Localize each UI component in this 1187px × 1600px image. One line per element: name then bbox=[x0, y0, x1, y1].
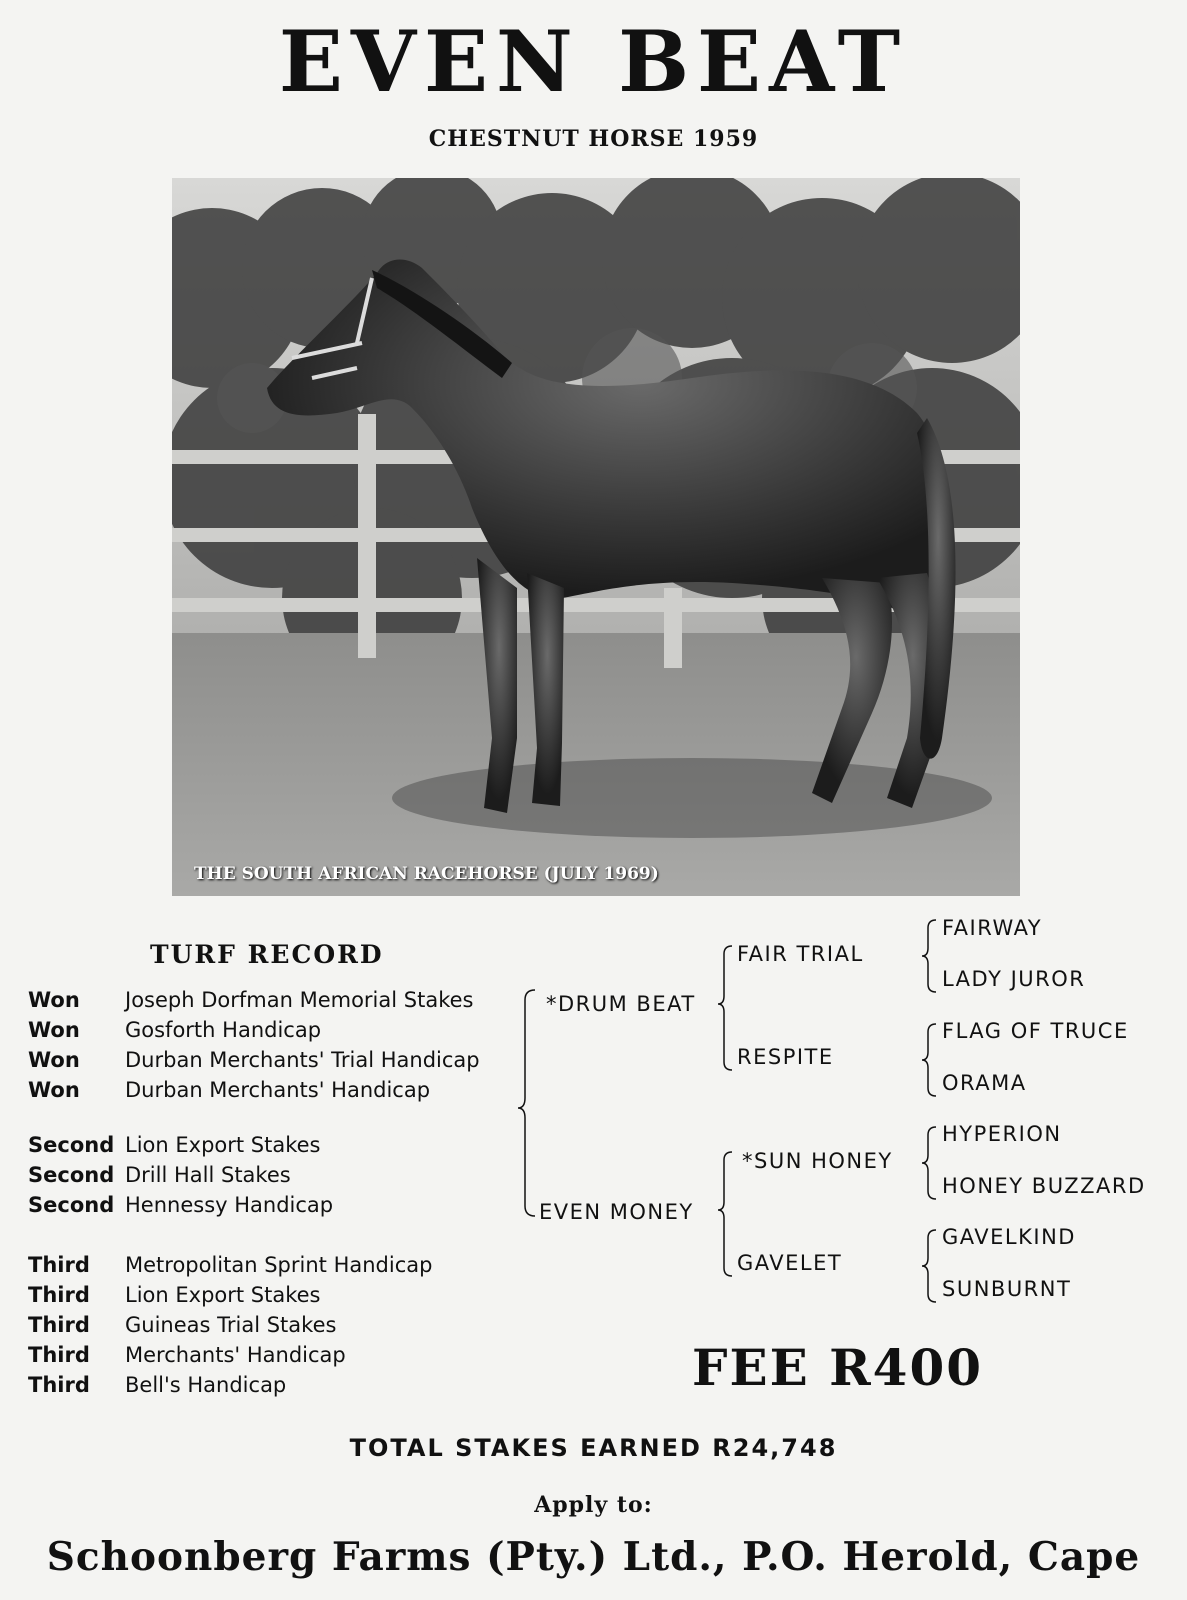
turf-record-result: Won bbox=[28, 1048, 80, 1072]
pedigree-dam-sire: *SUN HONEY bbox=[742, 1149, 893, 1173]
pedigree-sire: *DRUM BEAT bbox=[546, 992, 696, 1016]
turf-record-race: Gosforth Handicap bbox=[125, 1018, 322, 1042]
turf-record-result: Third bbox=[28, 1373, 90, 1397]
turf-record-result: Second bbox=[28, 1163, 115, 1187]
pedigree-dam-dam: GAVELET bbox=[737, 1251, 843, 1275]
turf-record-race: Lion Export Stakes bbox=[125, 1133, 321, 1157]
turf-record-race: Joseph Dorfman Memorial Stakes bbox=[125, 988, 474, 1012]
pedigree-dam: EVEN MONEY bbox=[539, 1200, 694, 1224]
turf-record-result: Won bbox=[28, 988, 80, 1012]
turf-record-result: Second bbox=[28, 1193, 115, 1217]
stud-fee: FEE R400 bbox=[692, 1338, 984, 1397]
pedigree-gen3-4: ORAMA bbox=[942, 1071, 1027, 1095]
apply-to-label: Apply to: bbox=[534, 1492, 653, 1518]
contact-address: Schoonberg Farms (Pty.) Ltd., P.O. Herold, Cape bbox=[46, 1534, 1141, 1580]
turf-record-result: Third bbox=[28, 1313, 90, 1337]
turf-record-race: Durban Merchants' Handicap bbox=[125, 1078, 431, 1102]
pedigree-gen3-8: SUNBURNT bbox=[942, 1277, 1072, 1301]
pedigree-sire-sire: FAIR TRIAL bbox=[737, 942, 864, 966]
pedigree-gen3-3: FLAG OF TRUCE bbox=[942, 1019, 1129, 1043]
turf-record-race: Drill Hall Stakes bbox=[125, 1163, 291, 1187]
pedigree-gen3-6: HONEY BUZZARD bbox=[942, 1174, 1146, 1198]
turf-record-result: Won bbox=[28, 1078, 80, 1102]
turf-record-race: Metropolitan Sprint Handicap bbox=[125, 1253, 433, 1277]
turf-record-result: Won bbox=[28, 1018, 80, 1042]
pedigree-gen3-1: FAIRWAY bbox=[942, 916, 1043, 940]
pedigree-gen3-5: HYPERION bbox=[942, 1122, 1062, 1146]
turf-record-result: Third bbox=[28, 1283, 90, 1307]
pedigree-gen3-7: GAVELKIND bbox=[942, 1225, 1076, 1249]
turf-record-race: Guineas Trial Stakes bbox=[125, 1313, 337, 1337]
turf-record-result: Second bbox=[28, 1133, 115, 1157]
turf-record-race: Merchants' Handicap bbox=[125, 1343, 346, 1367]
total-stakes-earned: TOTAL STAKES EARNED R24,748 bbox=[349, 1434, 838, 1462]
turf-record-race: Bell's Handicap bbox=[125, 1373, 287, 1397]
turf-record-result: Third bbox=[28, 1253, 90, 1277]
horse-description-subtitle: CHESTNUT HORSE 1959 bbox=[428, 126, 759, 152]
photo-caption: THE SOUTH AFRICAN RACEHORSE (JULY 1969) bbox=[194, 864, 659, 884]
turf-record-heading: TURF RECORD bbox=[150, 940, 384, 969]
pedigree-gen3-2: LADY JUROR bbox=[942, 967, 1086, 991]
turf-record-race: Durban Merchants' Trial Handicap bbox=[125, 1048, 480, 1072]
turf-record-race: Lion Export Stakes bbox=[125, 1283, 321, 1307]
turf-record-result: Third bbox=[28, 1343, 90, 1367]
horse-name-title: EVEN BEAT bbox=[278, 12, 909, 111]
pedigree-sire-dam: RESPITE bbox=[737, 1045, 834, 1069]
turf-record-race: Hennessy Handicap bbox=[125, 1193, 334, 1217]
